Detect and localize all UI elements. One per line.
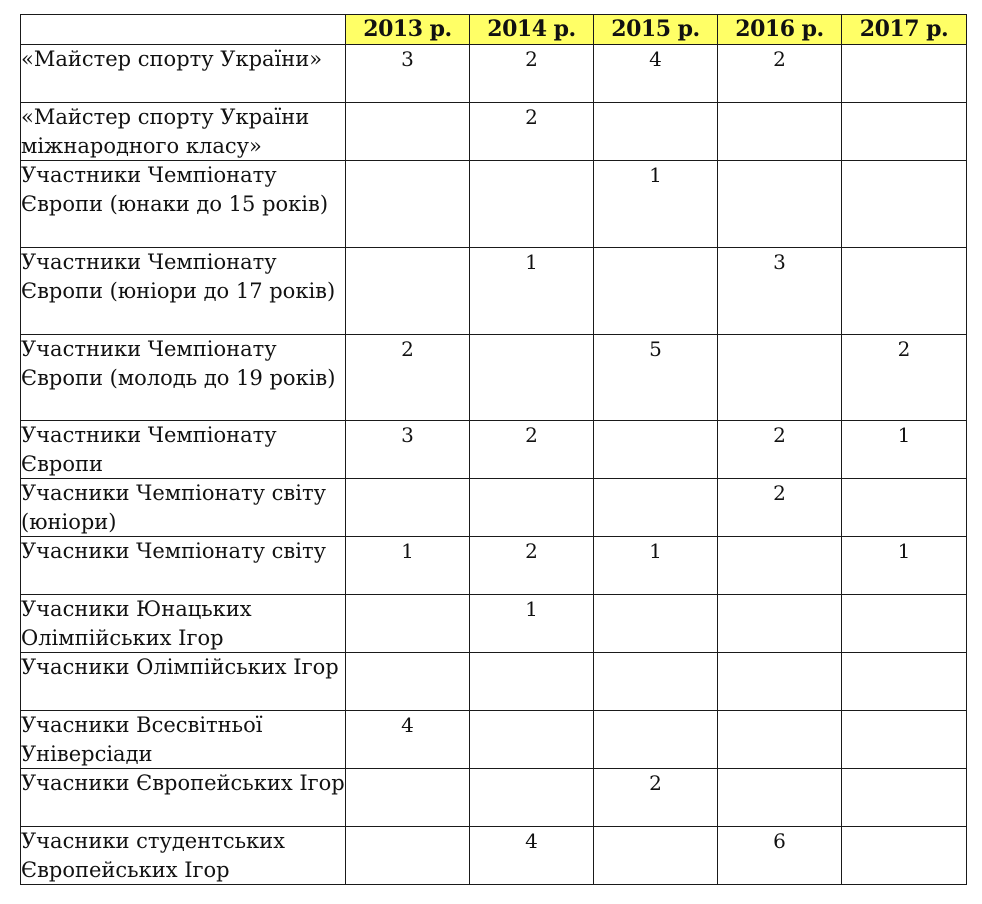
row-label: Учасники Чемпіонату світу (юніори) (21, 479, 346, 537)
table-cell: 3 (346, 45, 470, 103)
table-row (21, 595, 967, 653)
table-cell: 2 (718, 45, 842, 103)
table-cell (718, 711, 842, 769)
table-cell: 4 (346, 711, 470, 769)
table-cell: 2 (470, 103, 594, 161)
header-row (21, 15, 967, 45)
table-cell (718, 595, 842, 653)
table-cell (842, 711, 967, 769)
table-cell: 2 (842, 335, 967, 421)
table-cell (842, 161, 967, 248)
table-row (21, 103, 967, 161)
table-cell (718, 161, 842, 248)
table-cell: 3 (718, 248, 842, 335)
table-row (21, 248, 967, 335)
table-cell (718, 335, 842, 421)
table-cell: 6 (718, 827, 842, 885)
table-cell: 4 (594, 45, 718, 103)
table-cell: 5 (594, 335, 718, 421)
table-cell: 1 (470, 248, 594, 335)
table-cell (718, 769, 842, 827)
row-label: Учасники Європейських Ігор (21, 769, 346, 827)
table-cell (842, 45, 967, 103)
table-row (21, 421, 967, 479)
table-cell (346, 161, 470, 248)
row-label: «Майстер спорту України» (21, 45, 346, 103)
table-cell: 1 (594, 537, 718, 595)
table-row (21, 537, 967, 595)
table-cell: 2 (470, 537, 594, 595)
results-table (20, 14, 967, 885)
row-label: Учасники Всесвітньої Універсіади (21, 711, 346, 769)
table-cell (842, 479, 967, 537)
table-cell (470, 769, 594, 827)
header-corner-cell (21, 15, 346, 45)
row-label: «Майстер спорту України міжнародного класу» (21, 103, 346, 161)
column-header-2014: 2014 р. (470, 15, 594, 45)
row-label: Участники Чемпіонату Європи (21, 421, 346, 479)
table-cell: 2 (718, 479, 842, 537)
table-cell: 2 (718, 421, 842, 479)
table-cell: 1 (470, 595, 594, 653)
table-cell (842, 248, 967, 335)
table-row (21, 711, 967, 769)
table-cell: 1 (594, 161, 718, 248)
table-cell (346, 595, 470, 653)
table-cell (594, 103, 718, 161)
table-cell (346, 653, 470, 711)
table-row (21, 653, 967, 711)
column-header-2016: 2016 р. (718, 15, 842, 45)
row-label: Учасники Чемпіонату світу (21, 537, 346, 595)
table-cell: 2 (594, 769, 718, 827)
table-cell (346, 827, 470, 885)
table-cell (842, 827, 967, 885)
table-cell (594, 711, 718, 769)
table-cell (470, 479, 594, 537)
table-cell (470, 335, 594, 421)
table-cell (346, 479, 470, 537)
column-header-2017: 2017 р. (842, 15, 967, 45)
table-cell (594, 479, 718, 537)
table-cell (470, 161, 594, 248)
table-cell (842, 103, 967, 161)
table-cell (594, 827, 718, 885)
table-cell (346, 769, 470, 827)
row-label: Учасники Олімпійських Ігор (21, 653, 346, 711)
table-row (21, 335, 967, 421)
table-cell: 1 (842, 537, 967, 595)
table-row (21, 827, 967, 885)
table-cell (470, 653, 594, 711)
table-cell (842, 595, 967, 653)
table-cell (594, 421, 718, 479)
table-cell (842, 769, 967, 827)
table-cell (718, 653, 842, 711)
table-row (21, 161, 967, 248)
row-label: Участники Чемпіонату Європи (молодь до 19 років) (21, 335, 346, 421)
table-cell (346, 103, 470, 161)
table-cell (594, 595, 718, 653)
table-cell (718, 537, 842, 595)
row-label: Участники Чемпіонату Європи (юнаки до 15 років) (21, 161, 346, 248)
column-header-2015: 2015 р. (594, 15, 718, 45)
table-cell: 1 (346, 537, 470, 595)
row-label: Учасники Юнацьких Олімпійських Ігор (21, 595, 346, 653)
table-row (21, 769, 967, 827)
row-label: Участники Чемпіонату Європи (юніори до 17 років) (21, 248, 346, 335)
table-cell (594, 653, 718, 711)
table-cell: 3 (346, 421, 470, 479)
table-cell: 2 (470, 45, 594, 103)
table-cell: 4 (470, 827, 594, 885)
table-cell: 2 (346, 335, 470, 421)
column-header-2013: 2013 р. (346, 15, 470, 45)
table-cell (594, 248, 718, 335)
table-cell (346, 248, 470, 335)
table-row (21, 45, 967, 103)
table-row (21, 479, 967, 537)
row-label: Учасники студентських Європейських Ігор (21, 827, 346, 885)
table-cell (470, 711, 594, 769)
table-cell (842, 653, 967, 711)
table-cell: 2 (470, 421, 594, 479)
table-cell (718, 103, 842, 161)
table-cell: 1 (842, 421, 967, 479)
